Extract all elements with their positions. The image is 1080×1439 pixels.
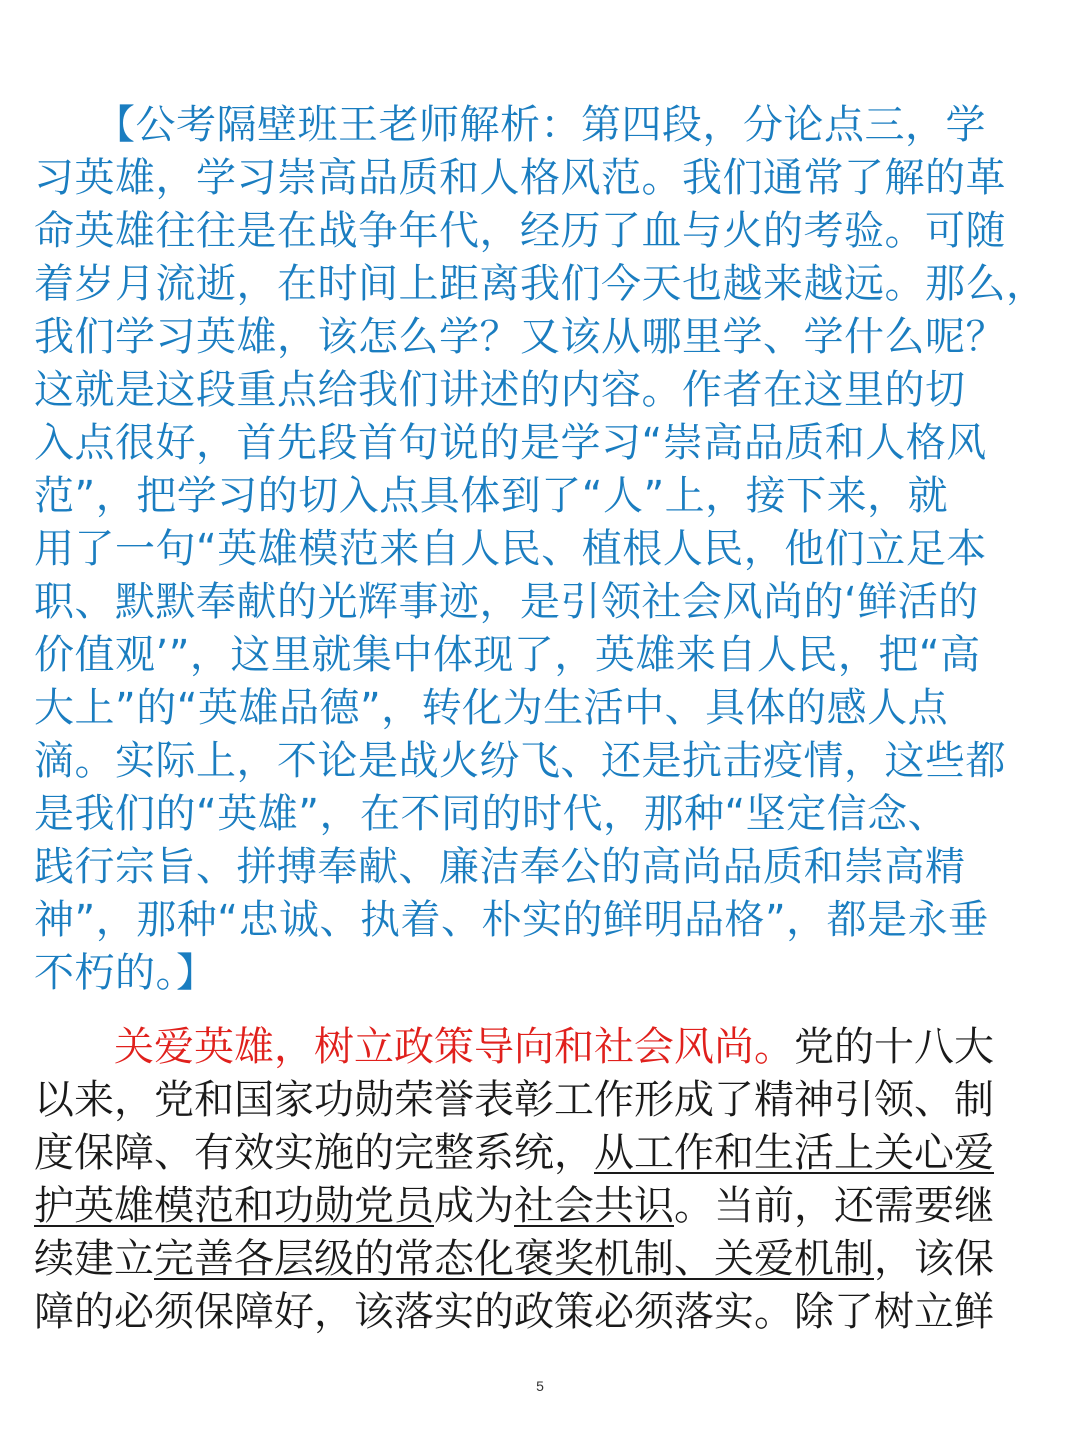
body-text: 续建立 [34, 1236, 154, 1282]
page-number: 5 [536, 1378, 544, 1394]
analysis-line: 价值观’”，这里就集中体现了，英雄来自人民，把“高 [34, 632, 981, 678]
analysis-line: 入点很好，首先段首句说的是学习“崇高品质和人格风 [34, 420, 987, 466]
analysis-line: 大上”的“英雄品德”，转化为生活中、具体的感人点 [34, 685, 949, 731]
body-text: 成为 [434, 1183, 514, 1229]
body-text: 度保障、有效实施的完整系统， [34, 1130, 594, 1176]
body-line: 以来，党和国家功勋荣誉表彰工作形成了精神引领、制 [34, 1077, 994, 1123]
underlined-text: 护英雄模范和功勋党员 [34, 1183, 434, 1229]
analysis-line: 践行宗旨、拼搏奉献、廉洁奉公的高尚品质和崇高精 [34, 844, 966, 890]
body-line [34, 1232, 1050, 1286]
analysis-line: 【公考隔壁班王老师解析：第四段，分论点三，学 [34, 102, 986, 148]
analysis-line: 习英雄，学习崇高品质和人格风范。我们通常了解的革 [34, 155, 1006, 201]
body-line [34, 1179, 1050, 1233]
analysis-line: 滴。实际上，不论是战火纷飞、还是抗击疫情，这些都 [34, 738, 1006, 784]
body-line [34, 1126, 1050, 1180]
paragraph-indent [34, 1024, 114, 1070]
analysis-line: 神”，那种“忠诚、执着、朴实的鲜明品格”，都是永垂 [34, 897, 989, 943]
analysis-line: 着岁月流逝，在时间上距离我们今天也越来越远。那么， [34, 261, 1047, 307]
red-heading: 关爱英雄，树立政策导向和社会风尚。 [114, 1024, 794, 1070]
body-line [34, 1020, 1050, 1074]
analysis-line: 我们学习英雄，该怎么学？又该从哪里学、学什么呢？ [34, 314, 1006, 360]
body-line: 障的必须保障好，该落实的政策必须落实。除了树立鲜 [34, 1289, 994, 1335]
analysis-line: 用了一句“英雄模范来自人民、植根人民，他们立足本 [34, 526, 987, 572]
underlined-text: 从工作和生活上关心爱 [594, 1130, 994, 1176]
analysis-line: 这就是这段重点给我们讲述的内容。作者在这里的切 [34, 367, 966, 413]
analysis-line: 命英雄往往是在战争年代，经历了血与火的考验。可随 [34, 208, 1006, 254]
analysis-line: 范”，把学习的切入点具体到了“人”上，接下来，就 [34, 473, 949, 519]
analysis-line: 职、默默奉献的光辉事迹，是引领社会风尚的‘鲜活的 [34, 579, 979, 625]
body-text: ，该保 [874, 1236, 994, 1282]
analysis-line: 不朽的。】 [34, 950, 217, 996]
analysis-line: 是我们的“英雄”，在不同的时代，那种“坚定信念、 [34, 791, 949, 837]
body-text: 。当前，还需要继 [674, 1183, 994, 1229]
underlined-text: 社会共识 [514, 1183, 674, 1229]
body-text: 党的十八大 [794, 1024, 994, 1070]
underlined-text: 完善各层级的常态化褒奖机制、关爱机制 [154, 1236, 874, 1282]
